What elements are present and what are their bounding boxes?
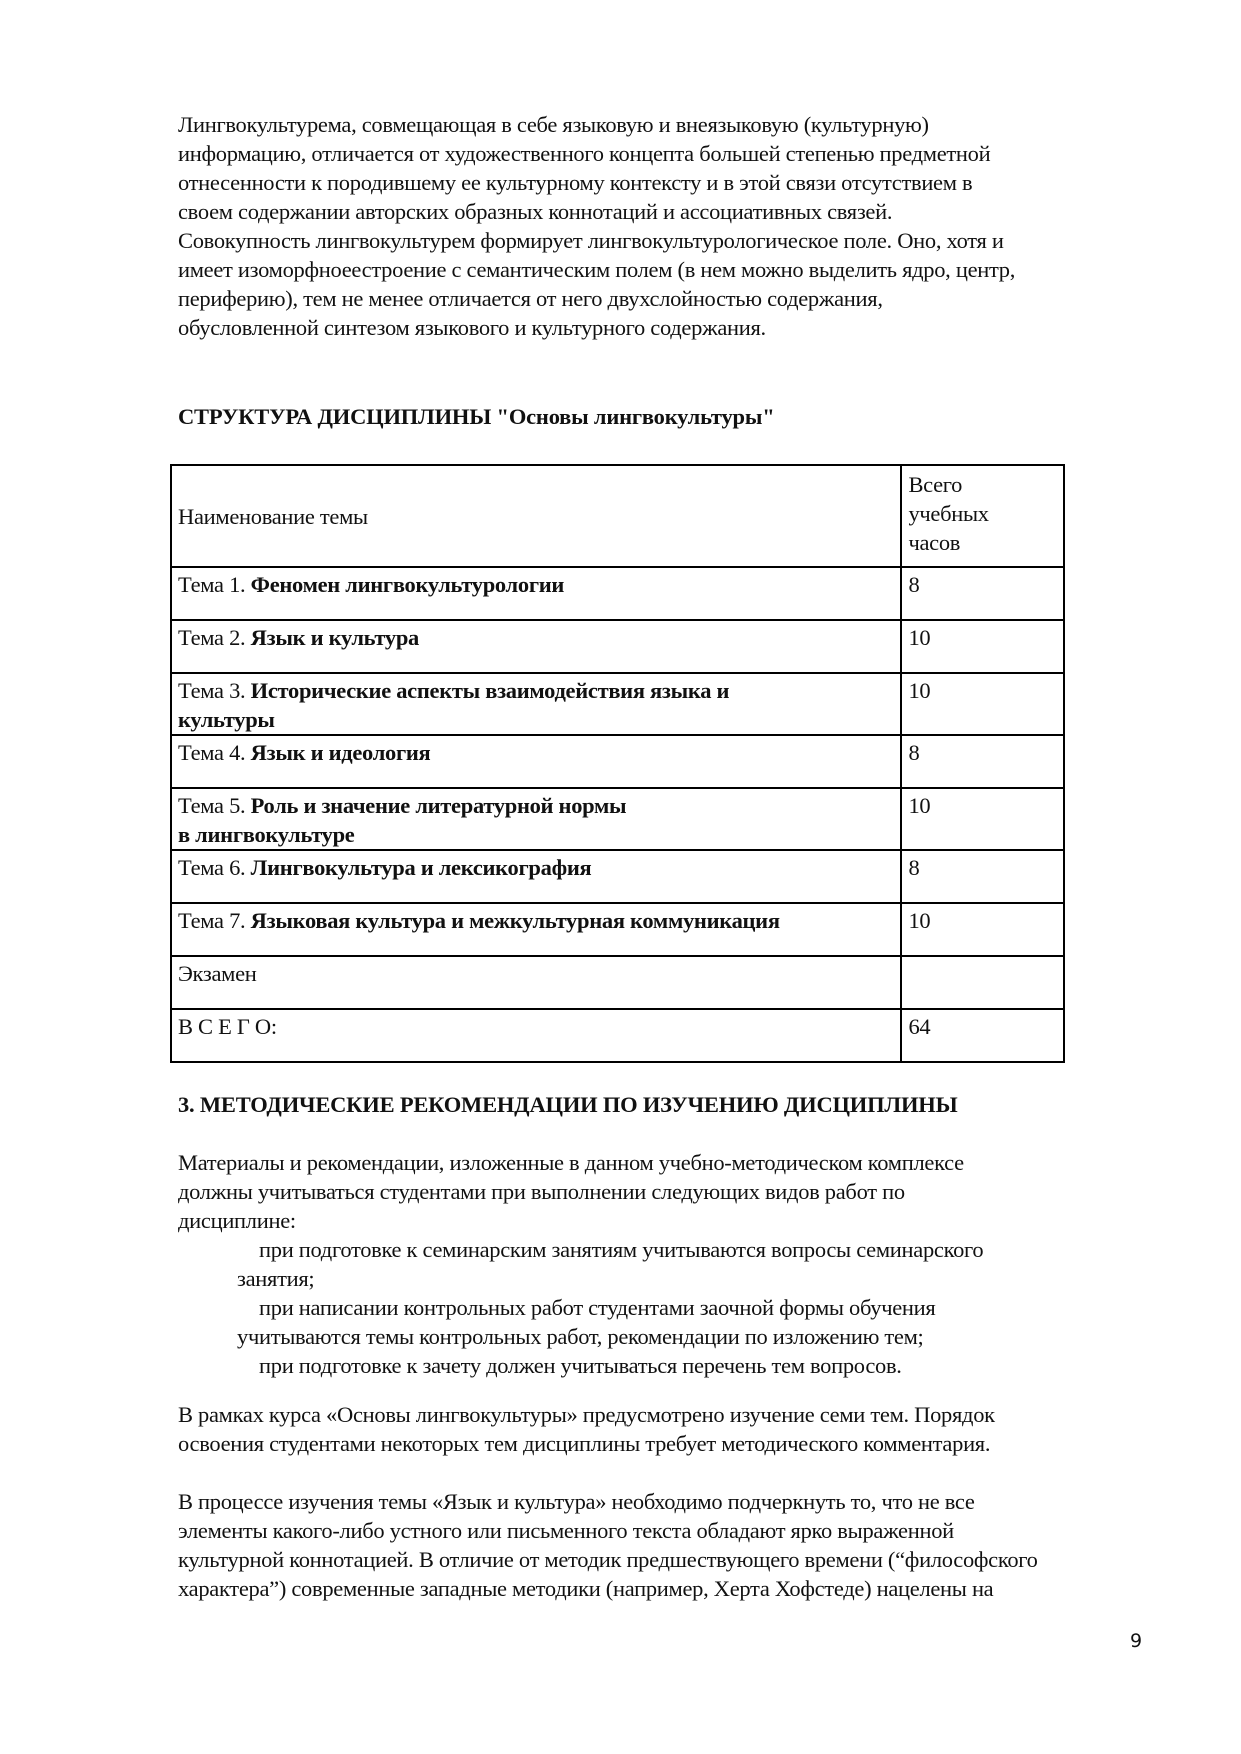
table-row <box>171 850 1064 903</box>
recommendation-list <box>178 1235 1158 1380</box>
topic-name-cell <box>171 567 901 620</box>
total-row <box>171 1009 1064 1062</box>
total-hours: 64 <box>901 1009 1064 1062</box>
list-item: при подготовке к семинарским занятиям учитываются вопросы семинарского <box>259 1237 984 1262</box>
topic-name-cell <box>171 788 901 850</box>
topic-hours-cell: 8 <box>901 735 1064 788</box>
topic-prefix: Тема 5. <box>178 793 251 818</box>
header-total-hours <box>901 465 1064 567</box>
exam-hours <box>901 956 1064 1009</box>
topic-prefix: Тема 2. <box>178 625 251 650</box>
header-topic-name-text: Наименование темы <box>178 503 368 529</box>
table-row <box>171 788 1064 850</box>
methodology-paragraph-2 <box>178 1400 1158 1458</box>
topic-title: Лингвокультура и лексикография <box>250 855 592 880</box>
topic-name-cell <box>171 903 901 956</box>
list-item-continuation: учитываются темы контрольных работ, рекомендации по изложению тем; <box>237 1324 924 1349</box>
list-item-continuation: занятия; <box>237 1266 315 1291</box>
paragraph-line: освоения студентами некоторых тем дисциплины требует методического комментария. <box>178 1431 991 1456</box>
table-row <box>171 567 1064 620</box>
paragraph-line: имеет изоморфноеестроение с семантическим полем (в нем можно выделить ядро, центр, <box>178 257 1016 282</box>
topic-title: Языковая культура и межкультурная коммуникация <box>250 908 780 933</box>
topic-hours-cell: 8 <box>901 850 1064 903</box>
paragraph-line: элементы какого-либо устного или письменного текста обладают ярко выраженной <box>178 1518 954 1543</box>
total-label: В С Е Г О: <box>171 1009 901 1062</box>
topic-title: Язык и идеология <box>250 740 431 765</box>
topic-prefix: Тема 7. <box>178 908 251 933</box>
paragraph-line: Материалы и рекомендации, изложенные в данном учебно-методическом комплексе <box>178 1150 964 1175</box>
paragraph-line: В рамках курса «Основы лингвокультуры» предусмотрено изучение семи тем. Порядок <box>178 1402 995 1427</box>
paragraph-line: характера”) современные западные методики (например, Херта Хофстеде) нацелены на <box>178 1576 994 1601</box>
topic-hours-cell: 10 <box>901 620 1064 673</box>
topic-hours-cell: 10 <box>901 788 1064 850</box>
exam-label: Экзамен <box>171 956 901 1009</box>
table-row <box>171 620 1064 673</box>
paragraph-line: культурной коннотацией. В отличие от методик предшествующего времени (“философского <box>178 1547 1038 1572</box>
paragraph-line: обусловленной синтезом языкового и культурного содержания. <box>178 315 766 340</box>
topic-hours-cell: 10 <box>901 903 1064 956</box>
topic-prefix: Тема 4. <box>178 740 251 765</box>
exam-row <box>171 956 1064 1009</box>
topic-title: Феномен лингвокультурологии <box>250 572 565 597</box>
list-item: при подготовке к зачету должен учитываться перечень тем вопросов. <box>259 1353 902 1378</box>
table-row <box>171 673 1064 735</box>
paragraph-line: Совокупность лингвокультурем формирует лингвокультурологическое поле. Оно, хотя и <box>178 228 1004 253</box>
topic-title: Роль и значение литературной нормы <box>250 793 627 818</box>
topic-name-cell <box>171 850 901 903</box>
topic-prefix: Тема 3. <box>178 678 251 703</box>
page-number: 9 <box>1130 1630 1143 1652</box>
topic-name-cell <box>171 735 901 788</box>
header-hours-line: часов <box>908 530 961 555</box>
paragraph-line: отнесенности к породившему ее культурному контексту и в этой связи отсутствием в <box>178 170 973 195</box>
paragraph-line: своем содержании авторских образных коннотаций и ассоциативных связей. <box>178 199 893 224</box>
paragraph-line: дисциплине: <box>178 1208 296 1233</box>
methodology-paragraph-3 <box>178 1487 1158 1603</box>
paragraph-line: информацию, отличается от художественного концепта большей степенью предметной <box>178 141 991 166</box>
topic-title-continuation: в лингвокультуре <box>178 822 355 847</box>
topic-hours-cell: 8 <box>901 567 1064 620</box>
intro-paragraph <box>178 110 1158 342</box>
table-row <box>171 735 1064 788</box>
topic-name-cell <box>171 620 901 673</box>
discipline-structure-table <box>170 464 1065 1063</box>
topic-title: Язык и культура <box>250 625 419 650</box>
paragraph-line: Лингвокультурема, совмещающая в себе языковую и внеязыковую (культурную) <box>178 112 929 137</box>
header-hours-line: учебных <box>908 501 989 526</box>
paragraph-line: периферию), тем не менее отличается от него двухслойностью содержания, <box>178 286 883 311</box>
list-item: при написании контрольных работ студентами заочной формы обучения <box>259 1295 936 1320</box>
paragraph-line: должны учитываться студентами при выполнении следующих видов работ по <box>178 1179 905 1204</box>
header-topic-name <box>171 465 901 567</box>
table-header-row <box>171 465 1064 567</box>
topic-title: Исторические аспекты взаимодействия языка и <box>250 678 730 703</box>
topic-prefix: Тема 6. <box>178 855 251 880</box>
paragraph-line: В процессе изучения темы «Язык и культура» необходимо подчеркнуть то, что не все <box>178 1489 975 1514</box>
structure-heading: СТРУКТУРА ДИСЦИПЛИНЫ "Основы лингвокультуры" <box>178 404 775 429</box>
topic-hours-cell: 10 <box>901 673 1064 735</box>
methodology-heading: 3. МЕТОДИЧЕСКИЕ РЕКОМЕНДАЦИИ ПО ИЗУЧЕНИЮ ДИСЦИПЛИНЫ <box>178 1092 958 1117</box>
topic-title-continuation: культуры <box>178 707 275 732</box>
header-hours-line: Всего <box>908 472 963 497</box>
topic-prefix: Тема 1. <box>178 572 251 597</box>
topic-name-cell <box>171 673 901 735</box>
methodology-paragraph-1 <box>178 1148 1158 1235</box>
table-row <box>171 903 1064 956</box>
